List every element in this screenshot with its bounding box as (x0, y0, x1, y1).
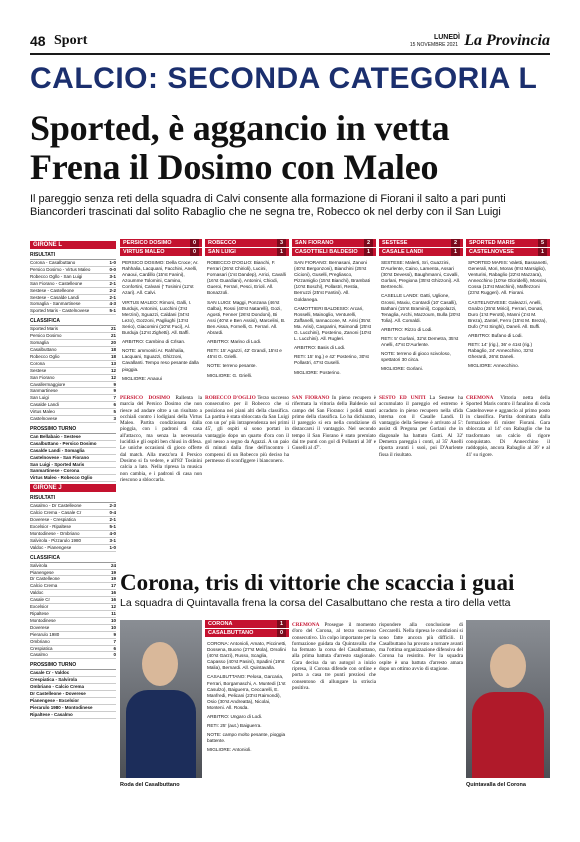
section-name: Sport (54, 33, 88, 48)
newspaper-logo: La Provincia (464, 32, 550, 49)
next-fixture (30, 670, 116, 677)
standings-points: 21 (110, 333, 116, 339)
standings-row (30, 347, 116, 354)
standings-row (30, 646, 116, 653)
match-lineup-away: CASALBUTTANO: Pelosa, Garcaria, Ferrari, Borgamaschi, A. Muntedi (1'st Casulzo), Baiguerra, Ceccarelli, E. Manfredi, Pelicani (23'st Raimondi), Osio (30'st Andreatta), Nicolai, Monteni. All. Rosda. (207, 674, 286, 710)
fixture-teams: San Luigi - Sported Maris (30, 461, 85, 467)
standings-team: Castelnovese (30, 416, 58, 422)
next-fixture (30, 684, 116, 691)
result-teams: San Fiorano - Castelleone (30, 280, 83, 286)
match-body (205, 257, 289, 385)
article-3 (292, 395, 376, 565)
second-article (292, 622, 376, 792)
standings-points: 9 (113, 381, 116, 387)
home-score: 3 (277, 239, 286, 247)
result-teams: Valdoc - Pianengese (30, 544, 72, 550)
standings-team: Persico Dosimo (30, 333, 62, 339)
away-team-name: CASALE LANDI (382, 249, 423, 255)
home-score: 2 (451, 239, 460, 247)
standings-row (30, 388, 116, 395)
result-score: 2-1 (109, 280, 116, 286)
home-score: 2 (364, 239, 373, 247)
results-label: RISULTATI (30, 251, 116, 260)
result-score: 5-1 (109, 524, 116, 529)
match-box (205, 239, 289, 385)
result-score: 2-1 (109, 294, 116, 300)
edition-date: 15 NOVEMBRE 2021 (409, 42, 458, 48)
fixture-teams: Can Bellabaio - Sestese (30, 433, 81, 439)
result-row (30, 295, 116, 302)
standings-points: 16 (110, 590, 116, 596)
home-team-bar (292, 239, 376, 248)
next-fixture (30, 441, 116, 448)
girone-title: GIRONE J (30, 484, 116, 492)
standings-row (30, 604, 116, 611)
standings-points: 3 (113, 416, 116, 422)
fixture-teams: Casalbuttano - Persico Dosimo (30, 440, 97, 446)
standings-row (30, 563, 116, 570)
away-team-name: VIRTUS MALEO (123, 249, 165, 255)
home-team-name: SESTESE (382, 240, 408, 246)
standings-points: 12 (110, 604, 116, 610)
standings-row (30, 597, 116, 604)
article-2 (205, 395, 289, 565)
away-team-name: SAN LUIGI (208, 249, 236, 255)
next-fixture (30, 698, 116, 705)
result-row (30, 510, 116, 517)
match-best: MIGLIORE: Antonioli. (207, 747, 252, 753)
result-score: 3-1 (109, 273, 116, 279)
match-box (205, 620, 289, 760)
next-fixture (30, 434, 116, 441)
standings-team: Montodinese (30, 617, 56, 623)
result-row (30, 531, 116, 538)
result-score: 1-0 (109, 544, 116, 550)
standings-points: 16 (110, 597, 116, 603)
away-team-bar (205, 248, 289, 257)
fixture-teams: Casalde Landi - Somaglia (30, 447, 85, 453)
match-lineup-home: CORONA: Antonioli, Amato, Piccinetti, Dossena, Buono (27'st Mola), Orsolini (40'st Garzi), Russo, Scaglia, Capasso (40'st Pasini), Spadini (19'st Malia), Bernardi. All. Quintavalla. (207, 641, 287, 671)
article-lead: PERSICO DOSIMO (120, 395, 171, 401)
standings-points: 9 (113, 388, 116, 394)
article-text: La Sestese ha accumulato il pareggio ed estremo è accaduto in pieno recupero nella sfida interna con il Casalle Landi. Il vantaggio della Sestese è arrivato al 5': assist di Pregona per Gorlani che in diagonale ha battuto Gatti. Al 32' Demetra pareggia i conti, al 35' Anelli riporta avanti i suoi, poi D'Aurlente fissa il risultato. (379, 395, 463, 458)
article-5 (466, 395, 550, 565)
article-text: Rallenta la marcia del Persico Dosimo che non riesce ad andare oltre a un risultato a occhiali contro i lodigiani della Virtus Maleo. Partita condizionata dalla pioggia, con i padroni di casa all'attacco, ma senza la necessaria lucidità e gli ospiti ben chiusi in difesa. Le uniche occasioni di gioco offerte dal match. Alla mezz'ora il Persico Dosimo si fa vedere, e all'83' Tosinini calcia a lato. Nella ripresa la musica non cambia, e i padroni di casa non riescono a sbloccarla. (120, 395, 202, 483)
match-best: MIGLIORE: Posterino. (294, 369, 341, 375)
standings-row (30, 611, 116, 618)
standings-points: 19 (110, 576, 116, 582)
away-score: 1 (277, 248, 286, 256)
next-fixture (30, 475, 116, 482)
fixture-teams: Pierarulo 1980 - Montodinese (30, 704, 93, 710)
standings-points: 11 (111, 610, 116, 616)
next-fixture (30, 448, 116, 455)
home-score: 5 (538, 239, 547, 247)
result-row (30, 267, 116, 274)
kicker: CALCIO: SECONDA CATEGORIA L (30, 62, 538, 95)
match-lineup-away: VIRTUS MALEO: Rimoni, Galli, I. Burdujs, Antonini, Lucchini (3'st Merzini), Sguazzi, Caldani (34'st Lezo), Gozzoni, Pagliughi (13'st Serio), Giacomini (10'st Fuci), Al. Burduja (12'st Zighetti). All. Baffi. (122, 299, 192, 336)
result-score: 2-2 (109, 287, 116, 293)
match-best: MIGLIORE: G. Grielli. (207, 372, 253, 378)
main-headline-line1: Sported, è aggancio in vetta (30, 108, 450, 148)
result-score: 4-0 (109, 530, 116, 536)
standings-row (30, 416, 116, 423)
standings-row (30, 368, 116, 375)
standings-team: Excelsior (30, 604, 49, 610)
article-lead: CREMONA (292, 622, 320, 628)
standings-row (30, 382, 116, 389)
match-lineup-away: CASTELNOVESE: Galeazzi, Anelli, Gnalzo (25'st Mirici), Ferrari, Donati, Duro (1'st Perotti), Manni (1'st M. Breza), Zantel, Ferro (15'st M. Breza), Dufo (7'st Singhi), Daneli. All. Buffi. (468, 299, 547, 329)
summary: Il pareggio senza reti della squadra di Calvi consente alla formazione di Fiorani il salto a pari punti Biancorderi trascinati dal solito Rabaglio che ne segna tre, Robecco ok nel derby con il San Luigi (30, 193, 506, 218)
match-referee: ARBITRO: Ungaro di Lodi. (207, 714, 263, 720)
match-body (205, 638, 289, 760)
standings-points: 7 (113, 395, 116, 401)
standings-team: Crespiatica (30, 645, 53, 651)
result-teams: Somaglia - Sanmartinese (30, 301, 81, 307)
result-teams: Salvirola - Pizzarulo 1980 (30, 537, 82, 543)
result-teams: Casalmo - Dr Castelleone (30, 503, 82, 509)
standings-points: 21 (110, 326, 116, 332)
standings-points: 20 (110, 340, 116, 346)
result-teams: Calcio Crema - Casale Cr (30, 510, 82, 516)
result-score: 2-3 (109, 503, 116, 509)
result-teams: Persico Dosimo - Virtus Maleo (30, 266, 91, 272)
standings-label: CLASSIFICA (30, 554, 116, 563)
away-team-bar (120, 248, 202, 257)
standings-row (30, 570, 116, 577)
standings-row (30, 618, 116, 625)
fixture-teams: Crespiatica - Salvirola (30, 677, 78, 683)
home-score: 1 (277, 620, 286, 628)
result-score: 0-0 (109, 266, 116, 272)
next-fixture (30, 705, 116, 712)
match-referee: ARBITRO: Cambino di Crlsan. (122, 339, 186, 345)
main-headline-line2: Frena il Dosimo con Maleo (30, 147, 439, 187)
standings-team: Doverese (30, 624, 50, 630)
standings-points: 10 (110, 624, 116, 630)
fixture-teams: Castelnovese - San Fiorano (30, 454, 90, 460)
edition-day: LUNEDÌ (433, 34, 460, 41)
result-row (30, 260, 116, 267)
home-team-bar (205, 239, 289, 248)
match-best: MIGLIORE: Gorlani. (381, 366, 423, 372)
standings-team: Sestese (30, 367, 47, 373)
standings-row (30, 590, 116, 597)
result-row (30, 503, 116, 510)
away-team-name: CASALBUTTANO (208, 630, 254, 636)
standings-team: Somaglia (30, 340, 49, 346)
article-text: Terzo successo consecutivo per il Robecco che si posiziona nei piani alti della classifica. La partita è stata sbloccata da San Luigi con un po' più intraprendenza nei primi 45', gli ospiti si sono portati in vantaggio dopo un quarto d'ora con il gol nesso a segno da Agazzi. A un paio di minuti dalla fine dell'incontro i compensi di un Robecco più deciso ha permesso di sconfiggere i bianconero. (205, 395, 289, 464)
away-team-name: CASOTTIELI BALDESIO (295, 249, 358, 255)
standings-team: Sanmartinese (30, 388, 58, 394)
match-best: MIGLIORE: Anaoui (122, 375, 162, 381)
home-team-bar (205, 620, 289, 629)
result-row (30, 274, 116, 281)
away-team-bar (379, 248, 463, 257)
standings-row (30, 361, 116, 368)
match-extra: NOTE: terreno di gioco scivoloso, spettatori 30 circa. (381, 351, 451, 363)
standings-points: 5 (113, 409, 116, 415)
match-lineup-away: CAMOTTIERI BALDESIO: Arcari, Rosselli, Mainoglio, Venturelli, Zaffanelli, Iannaccone, M. Arisi (35'st Ma. Arisi), Casparini, Raimondi (25'st G. Lucchini), Posterino, Zanoni (10'st L. Lucchini). All. Rugleri. (294, 305, 371, 342)
match-lineup-away: SAN LUIGI: Maggi, Ponzana (46'st Galba), Rossi (40'st Natarelli), Gozi, Agosti, Fenner (26'st Dondoni), Bi Assi (40'st e Ben Assisi), Marcelini, B. Ben Aissa, Fornelli, G. Ferrari. All. Abrardi. (207, 299, 286, 336)
result-score: 3-1 (109, 537, 116, 543)
result-score: 2-1 (109, 517, 116, 523)
coach-photo-right (466, 620, 550, 778)
result-teams: Sported Maris - Castelnovese (30, 308, 90, 314)
next-label: PROSSIMO TURNO (30, 425, 116, 434)
standings-team: Robecco Oglio (30, 353, 60, 359)
standings-row (30, 632, 116, 639)
standings-row (30, 576, 116, 583)
fixture-teams: Virtus Maleo - Robecco Oglio (30, 475, 93, 481)
second-headline: Corona, tris di vittorie che scaccia i guai (120, 570, 515, 595)
match-notes: RETI: 14' (rig.), 36' e 41st (rig.) Rabaglio, 24' Annecchino, 32'st Gherardi, 26'st Daneli. (468, 342, 534, 360)
result-teams: Doverese - Crespiatica (30, 517, 76, 523)
match-lineup-home: ROBECCO D'OGLIO: Bianchi, F. Ferrari (26'st Chirioli), Lucini, Fornasari (1'st Dandep), Arrici, Cavalli (16'st Guardiani), Antonini, Chiodi, Gueroi, Ferrari, Pesci, Erioli. All. Bonazzoli. (207, 260, 286, 296)
photo-caption-left: Roda del Casalbuttano (120, 782, 180, 788)
standings-row (30, 625, 116, 632)
article-lead: SESTO ED UNITI (379, 395, 426, 401)
standings-row (30, 340, 116, 347)
match-box (292, 239, 376, 382)
standings-team: Virtus Maleo (30, 409, 55, 415)
fixture-teams: Pianengese - Excelsior (30, 697, 80, 703)
second-article-cont: rispondere alla conclusione di Ceccarelli. Nella ripresa le condizioni si sono fatte ancora più difficili. Il Casalbuttano ha provato a tornare avanti ma l'ottima organizzazione difensiva del Corona ha resistito. Per la squadra ospite è una battuta d'arresto amara dopo un ottimo avvio di stagione. (379, 622, 463, 673)
standings-points: 19 (110, 569, 116, 575)
standings-points: 18 (110, 353, 116, 359)
result-row (30, 281, 116, 288)
next-fixture (30, 712, 116, 719)
home-team-name: CORONA (208, 621, 233, 627)
standings-row (30, 583, 116, 590)
article-text: Prosegue il momento d'oro del Corona, al terzo successo consecutivo. Un colpo importante per la formazione guidata da Quintavalla che ha fermato la corsa del Casalbuttano, alla prima battuta d'arresto stagionale. Gara decisa da un autogol a inizio ripresa, il Corona difende con ordine e porta a casa tre punti preziosi che consentono di allungare la striscia positiva. (292, 622, 376, 691)
next-fixture (30, 455, 116, 462)
result-teams: Excelsior - Ripaltese (30, 524, 72, 529)
standings-team: Sported Maris (30, 326, 59, 332)
standings-team: Valdoc (30, 590, 44, 596)
away-score: 0 (277, 629, 286, 637)
standings-points: 6 (113, 645, 116, 651)
page-number: 48 (30, 33, 46, 49)
standings-points: 17 (110, 583, 116, 589)
match-best: MIGLIORE: Annecchino. (468, 363, 520, 369)
result-score: 4-3 (109, 301, 116, 307)
standings-points: 6 (113, 402, 116, 408)
article-text: In pieno recupero è rifermata la vittoria della Baldesio sul campo del San Fiorano: i polidi stanti primo della classifica. Lo ha dichiarato, il pareggio si era nella condizione di distaccarsi il vantaggio. Nel secondo tempo il San Fiorano è stato premiato dai tre punti con gol di Pollastri al 30' e Guselli al 47'. (292, 395, 376, 452)
match-body (466, 257, 550, 376)
result-row (30, 288, 116, 295)
fixture-teams: Ripaltese - Casalmo (30, 711, 73, 717)
match-notes: RETI: 15' Agazzi, 42' Grandi, 15'st e 45'st G. Grielli. (207, 348, 282, 360)
masthead (30, 31, 550, 55)
match-referee: ARBITRO: Marino di Lodi. (207, 339, 262, 345)
standings-column (30, 239, 116, 719)
match-notes: RETI: 15' Ing.) e 42' Posterino, 30'st Pollastri, 47'st Guselli. (294, 354, 369, 366)
fixture-teams: Sanmartinese - Corona (30, 468, 80, 474)
result-teams: Robecco Ogllo - San Luigi (30, 273, 83, 279)
article-lead: ROBECCO D'OGLIO (205, 395, 256, 401)
away-score: 1 (364, 248, 373, 256)
match-lineup-home: PERSICO DOSIMO: Della Croce; Ar. Rahhalia, Lacquani, Facchini, Anelli, Anaoui, Cardillo (15'st Fanini), Azoumme Tolomini, Camino, Confortini, Calvani (' Tosinini (12'st Azari). All. Calvi. (122, 260, 199, 296)
match-lineup-away: CASELLE LANDI: Gatti, Uglione, Grossi, Maxiu, Contardi (10' Casalli), Bathani (15'st Braminii), Coppolazzi, Tenaglia, Archi, Mazzoum, Bulla (20'st Tolia). All. Comaldi. (381, 293, 461, 323)
result-score: 5-1 (109, 308, 116, 314)
match-referee: ARBITRO: Rizzo di Lodi. (381, 326, 433, 332)
standings-team: Calcio Crema (30, 583, 58, 589)
result-row (30, 538, 116, 545)
standings-team: Casalbuttano (30, 346, 57, 352)
away-team-name: CASTELNOVESE (469, 249, 514, 255)
home-team-bar (379, 239, 463, 248)
standings-points: 18 (110, 346, 116, 352)
away-score: 1 (451, 248, 460, 256)
standings-team: Ombriano (30, 638, 50, 644)
match-notes: RETI: 5' Gorlani, 32'st Demetra, 35'st Anelli, 47'st D'Aurlente. (381, 336, 459, 348)
standings-row (30, 395, 116, 402)
next-fixture (30, 677, 116, 684)
result-teams: Sestese - Castelleone (30, 287, 75, 293)
standings-team: Corona (30, 360, 45, 366)
standings-team: Salvirola (30, 562, 48, 568)
home-team-name: SPORTED MARIS (469, 240, 515, 246)
match-lineup-home: SPORTED MARIS: Valetti, Bassanetti, Generali, Mori, Moras (8'st Marsiglio), Venturini, Rabaglio (22'st Mazzara), Annecchino (10'se Gloridelli), Mossini, Cossa (13'st Marchini), Maffezzoni (23'st Ruggeri). All. Fiorani. (468, 260, 548, 296)
result-teams: Corona - Casalbuttano (30, 260, 76, 265)
match-extra: NOTE: terreno pesante. (207, 363, 257, 369)
standings-points: 7 (113, 638, 116, 644)
next-fixture (30, 468, 116, 475)
standings-team: Casalmo (30, 652, 48, 658)
home-team-name: ROBECCO (208, 240, 237, 246)
away-team-bar (205, 629, 289, 638)
fixture-teams: Casale Cr - Valdoc (30, 670, 70, 676)
match-body (379, 257, 463, 379)
next-fixture (30, 691, 116, 698)
match-box (120, 239, 202, 388)
match-notes: NOTE: ammoniti Ar. Rahhalia, Lacquani, Sguazzi, Ghizzoni, Cavallanti. Tempo reso pesante dalla pioggia. (122, 348, 199, 372)
article-text: Vittoria netta della Sported Maris contro il fanalino di coda Castelnovese e aggancio al primo posto in classifica. Partita dominata dalla formazione di mister Fiorani. Gara sbloccata al 14' con Rabaglio che ha trasformato un calcio di rigore conquistato. Di Annecchino il raddoppio, ancora Rabaglio al 36' e al 41' su rigore. (466, 395, 550, 458)
next-label: PROSSIMO TURNO (30, 661, 116, 670)
match-referee: ARBITRO: Basis di Lodi. (294, 345, 346, 351)
result-row (30, 524, 116, 531)
article-lead: SAN FIORANO (292, 395, 330, 401)
article-lead: CREMONA (466, 395, 494, 401)
home-score: 0 (190, 239, 199, 247)
standings-team: Cavallermaggiore (30, 381, 66, 387)
standings-team: Pianengese (30, 569, 54, 575)
home-team-bar (466, 239, 550, 248)
standings-row (30, 409, 116, 416)
girone-title: GIRONE L (30, 241, 116, 249)
home-team-name: PERSICO DOSIMO (123, 240, 172, 246)
player-photo-left (120, 620, 202, 778)
standings-points: 0 (113, 652, 116, 658)
result-score: 0-4 (109, 510, 116, 516)
standings-team: San Luigi (30, 395, 49, 401)
away-score: 1 (538, 248, 547, 256)
standings-row (30, 639, 116, 646)
article-1 (120, 395, 202, 565)
result-row (30, 545, 116, 552)
standings-row (30, 333, 116, 340)
match-extra: NOTE: campo molto pesante, pioggia battente. (207, 732, 286, 744)
standings-row (30, 326, 116, 333)
standings-points: 24 (110, 562, 116, 568)
standings-points: 12 (110, 374, 116, 380)
away-score: 0 (190, 248, 199, 256)
match-notes: RETI: 25' (aut.) Baiguerra. (207, 723, 262, 729)
standings-team: Dr Castelleone (30, 576, 60, 582)
match-lineup-home: SESTESE: Malerti, Sri, Guazzini, D'Aurlente, Caino, Lamenta, Assari (30'st Devessi), Baughmanni, Covalli, Gorlani, Pregiona (35'st Ghizzoni). All. Bertrenchi. (381, 260, 461, 290)
second-subhead: La squadra di Quintavalla frena la corsa del Casalbuttano che resta a tiro della vetta (120, 597, 511, 609)
home-team-name: SAN FIORANO (295, 240, 334, 246)
standings-points: 10 (110, 617, 116, 623)
match-referee: ARBITRO: Bufano di Lodi. (468, 333, 523, 339)
away-team-bar (292, 248, 376, 257)
away-team-bar (466, 248, 550, 257)
standings-row (30, 402, 116, 409)
results-label: RISULTATI (30, 494, 116, 503)
article-4 (379, 395, 463, 565)
standings-row (30, 375, 116, 382)
photo-caption-right: Quintavalla del Corona (466, 782, 526, 788)
standings-team: Ripaltese (30, 610, 49, 616)
result-teams: Montodinese - Ombriano (30, 530, 80, 536)
match-body (292, 257, 376, 382)
standings-team: San Fiorano (30, 374, 55, 380)
match-body (120, 257, 202, 388)
standings-team: Pierarulo 1980 (30, 631, 60, 637)
fixture-teams: Dr Castelleone - Doverese (30, 691, 86, 697)
standings-row (30, 652, 116, 659)
next-fixture (30, 462, 116, 469)
match-lineup-home: SAN FIORANO: Bernasani, Zanoni (40'st Bergonzoni), Bianchini (25'st Cicioni), Guselli, Pregliasco, Pizzamiglio (15'st Bianchi), Brambati (10'st Boschi), Pollastri, Restia, Berruzzi (25'st Fantini). All. Goldanega. (294, 260, 370, 302)
match-box (379, 239, 463, 379)
standings-points: 12 (110, 367, 116, 373)
result-score: 1-0 (109, 260, 116, 265)
standings-team: Casale Cr (30, 597, 51, 603)
home-team-bar (120, 239, 202, 248)
standings-points: 9 (113, 631, 116, 637)
fixture-teams: Ombriano - Calcio Crema (30, 684, 85, 690)
standings-row (30, 354, 116, 361)
result-row (30, 517, 116, 524)
match-box (466, 239, 550, 376)
result-teams: Sestese - Casalde Landi (30, 294, 80, 300)
standings-team: Casalde Landi (30, 402, 59, 408)
standings-label: CLASSIFICA (30, 317, 116, 326)
result-row (30, 301, 116, 308)
result-row (30, 308, 116, 315)
standings-points: 13 (110, 360, 116, 366)
